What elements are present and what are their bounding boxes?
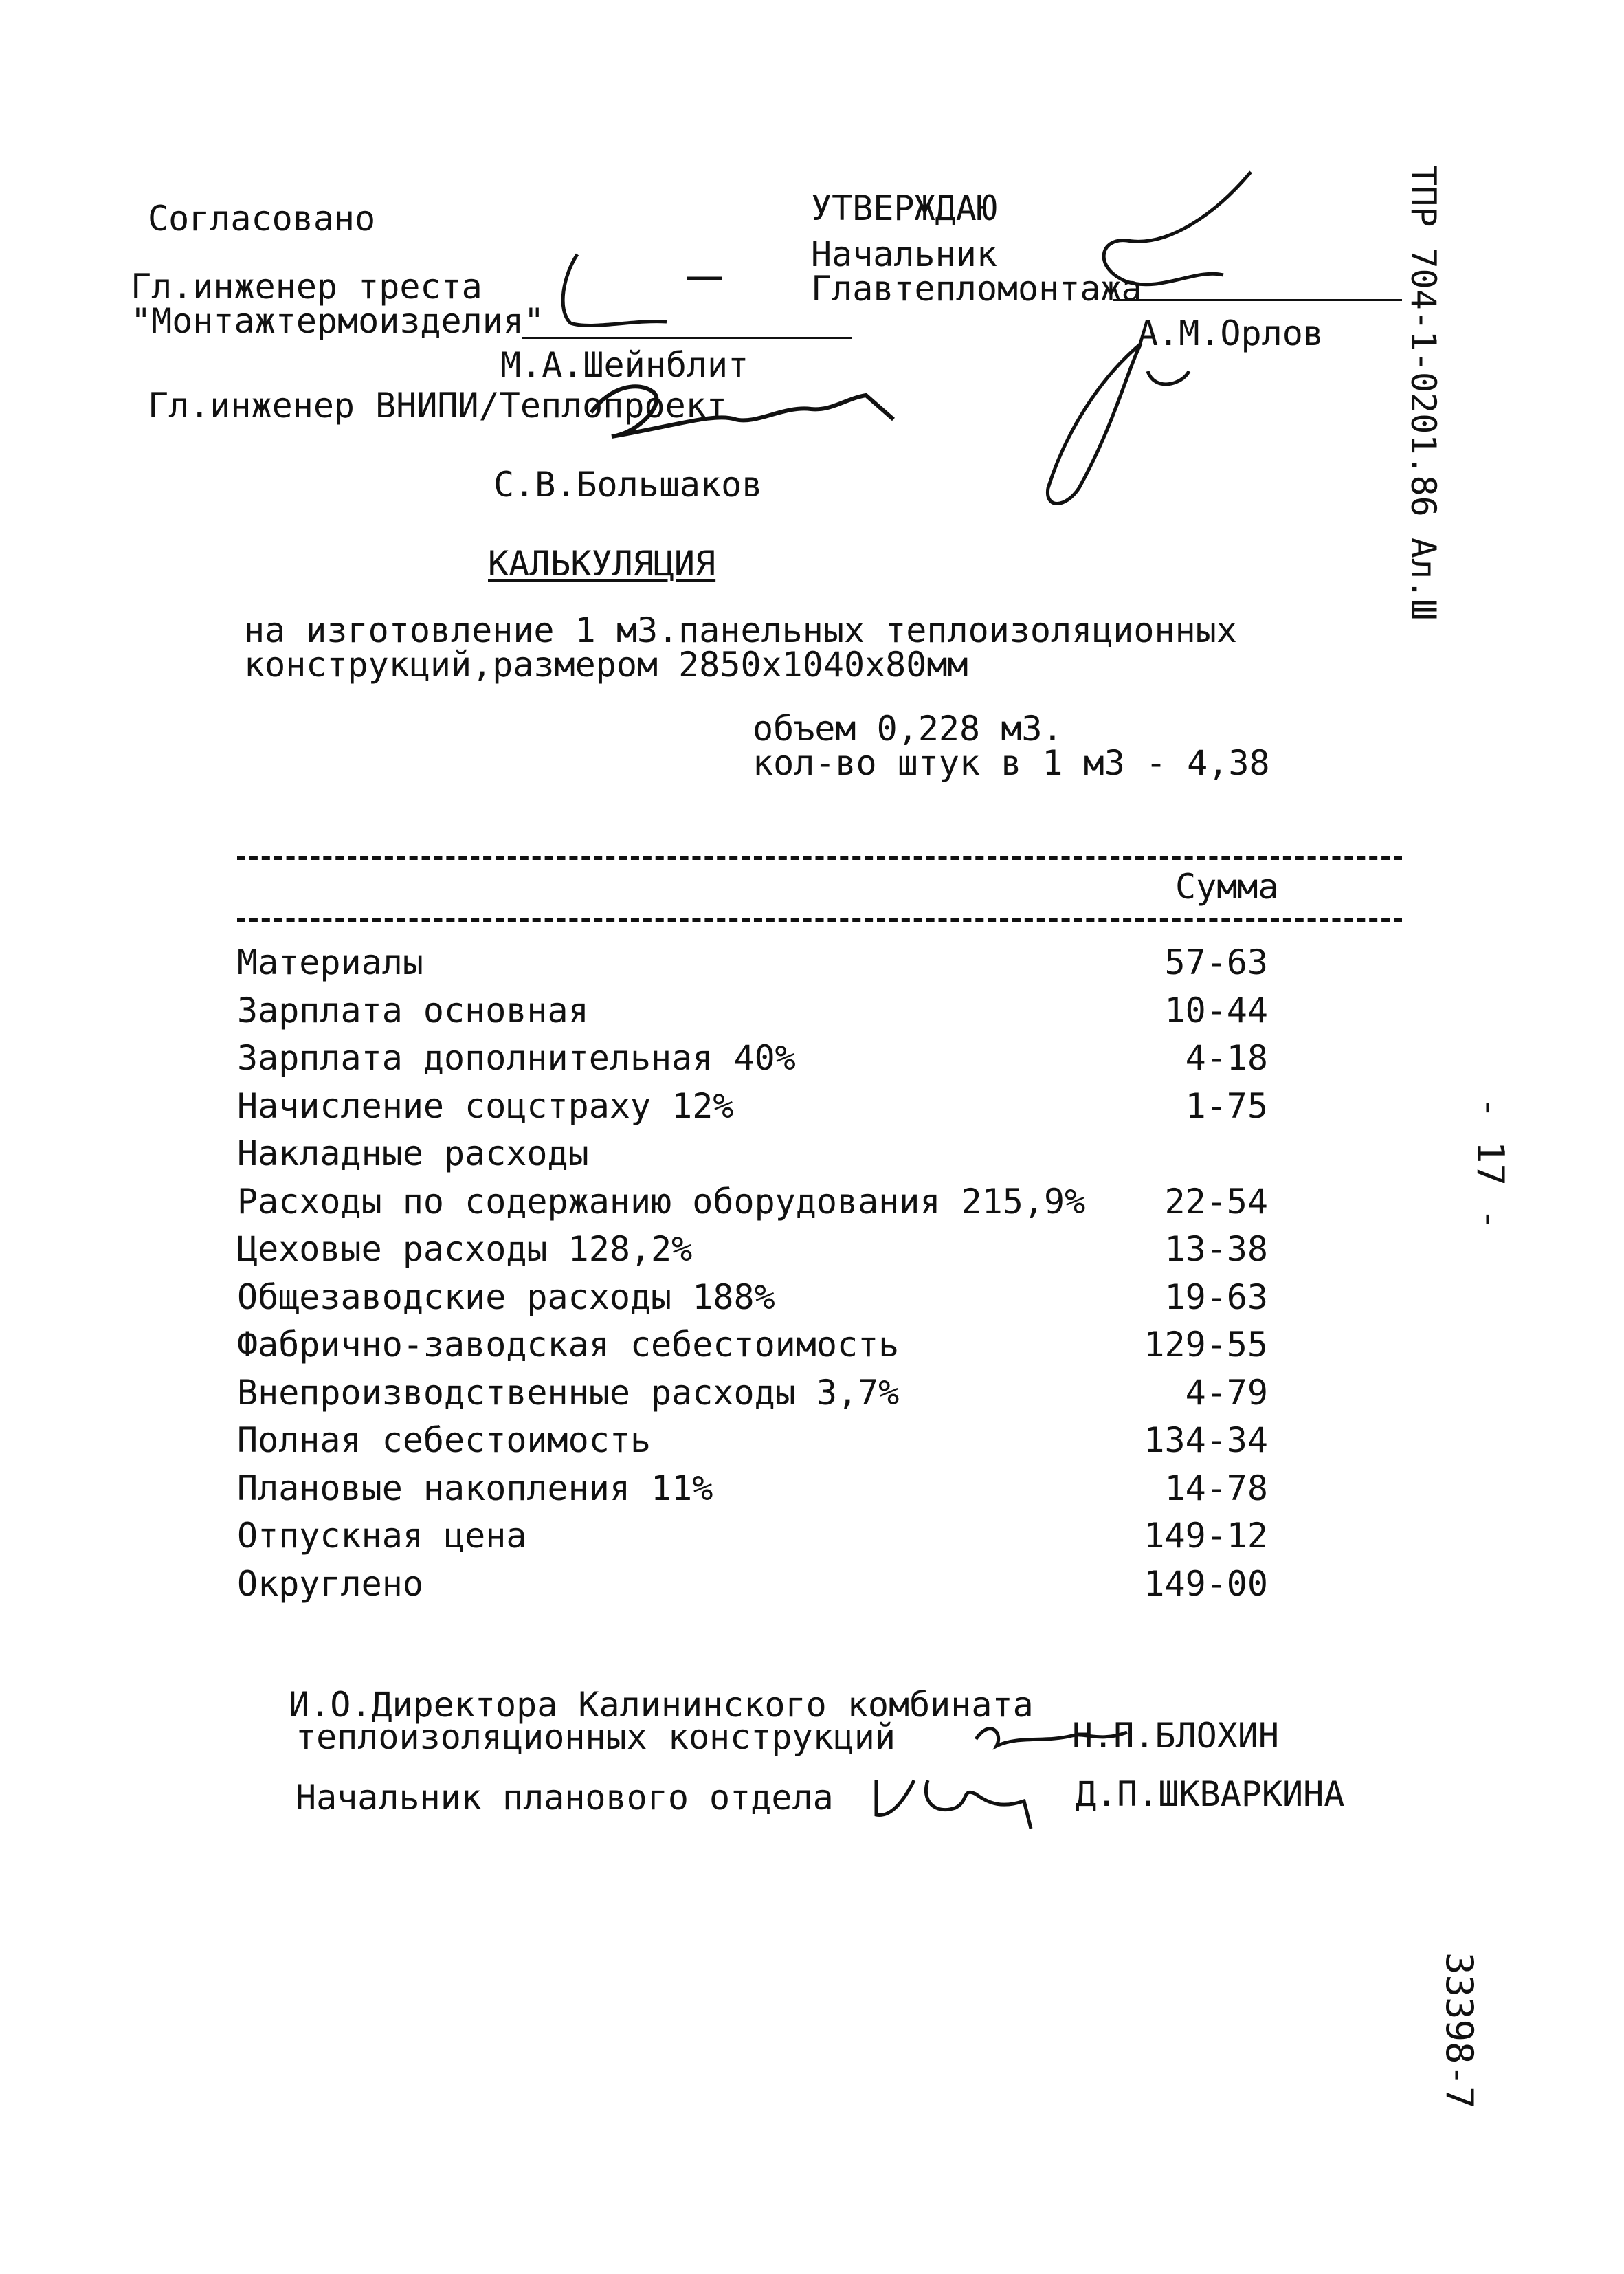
row-value: 19-63 xyxy=(1164,1277,1268,1317)
row-value: 13-38 xyxy=(1164,1229,1268,1269)
director-signature xyxy=(969,1705,1148,1760)
planning-name: Д.П.ШКВАРКИНА xyxy=(1076,1774,1345,1814)
column-header-sum: Сумма xyxy=(1175,867,1279,907)
approver-signature xyxy=(990,165,1278,522)
row-label: Отпускная цена xyxy=(237,1516,527,1556)
approve-role1: Начальник xyxy=(811,234,997,274)
pieces-count: кол-во штук в 1 м3 - 4,38 xyxy=(753,743,1270,783)
row-label: Зарплата дополнительная 40% xyxy=(237,1038,796,1078)
row-value: 134-34 xyxy=(1144,1420,1268,1460)
row-label: Общезаводские расходы 188% xyxy=(237,1277,775,1317)
engineer2-name: С.В.Большаков xyxy=(493,465,763,505)
row-label: Накладные расходы xyxy=(237,1134,589,1173)
title-line2: конструкций,размером 2850х1040х80мм xyxy=(244,645,968,685)
row-value: 4-18 xyxy=(1185,1038,1268,1078)
engineer1-signature xyxy=(550,247,756,337)
row-value: 14-78 xyxy=(1164,1468,1268,1508)
row-value: 1-75 xyxy=(1185,1086,1268,1126)
volume: объем 0,228 м3. xyxy=(753,709,1063,749)
row-value: 129-55 xyxy=(1144,1325,1268,1365)
table-top-rule xyxy=(237,856,1402,860)
row-label: Полная себестоимость xyxy=(237,1420,652,1460)
row-label: Плановые накопления 11% xyxy=(237,1468,713,1508)
row-label: Расходы по содержанию оборудования 215,9% xyxy=(237,1182,1086,1222)
row-label: Округлено xyxy=(237,1564,423,1604)
agreed-title: Согласовано xyxy=(148,199,376,239)
archive-number: 33398-7 xyxy=(1438,1952,1481,2109)
engineer2-line: Гл.инженер ВНИПИ/Теплопроект xyxy=(148,386,727,426)
title-line1: на изготовление 1 м3.панельных теплоизоляционных xyxy=(244,610,1237,650)
row-value: 149-12 xyxy=(1144,1516,1268,1556)
row-label: Фабрично-заводская себестоимость xyxy=(237,1325,900,1365)
planning-line: Начальник планового отдела xyxy=(296,1778,834,1818)
row-label: Зарплата основная xyxy=(237,991,589,1030)
planning-signature xyxy=(866,1767,1072,1835)
approve-title: УТВЕРЖДАЮ xyxy=(811,188,997,228)
engineer1-line1: Гл.инженер треста xyxy=(131,267,482,307)
document-code: ТПР 704-1-0201.86 Ал.Ш xyxy=(1403,165,1443,621)
row-label: Материалы xyxy=(237,942,423,982)
engineer1-signature-line xyxy=(522,337,852,339)
engineer1-name: М.А.Шейнблит xyxy=(500,345,749,385)
director-line1: И.О.Директора Калининского комбината xyxy=(289,1685,1034,1725)
row-value: 10-44 xyxy=(1164,991,1268,1030)
row-value: 4-79 xyxy=(1185,1373,1268,1413)
row-label: Внепроизводственные расходы 3,7% xyxy=(237,1373,900,1413)
row-value: 57-63 xyxy=(1164,942,1268,982)
director-name: Н.П.БЛОХИН xyxy=(1072,1716,1280,1756)
page-number: - 17 - xyxy=(1469,1096,1512,1231)
row-label: Начисление соцстраху 12% xyxy=(237,1086,734,1126)
document-heading: КАЛЬКУЛЯЦИЯ xyxy=(488,544,716,584)
row-value: 22-54 xyxy=(1164,1182,1268,1222)
approve-role2: Главтепломонтажа xyxy=(811,269,1142,309)
engineer1-line2: "Монтажтермоизделия" xyxy=(131,301,545,341)
row-value: 149-00 xyxy=(1144,1564,1268,1604)
engineer2-signature xyxy=(536,371,921,454)
table-header-rule xyxy=(237,918,1402,922)
row-label: Цеховые расходы 128,2% xyxy=(237,1229,693,1269)
director-line2: теплоизоляционных конструкций xyxy=(296,1717,896,1757)
approve-name: А.М.Орлов xyxy=(1137,313,1324,353)
